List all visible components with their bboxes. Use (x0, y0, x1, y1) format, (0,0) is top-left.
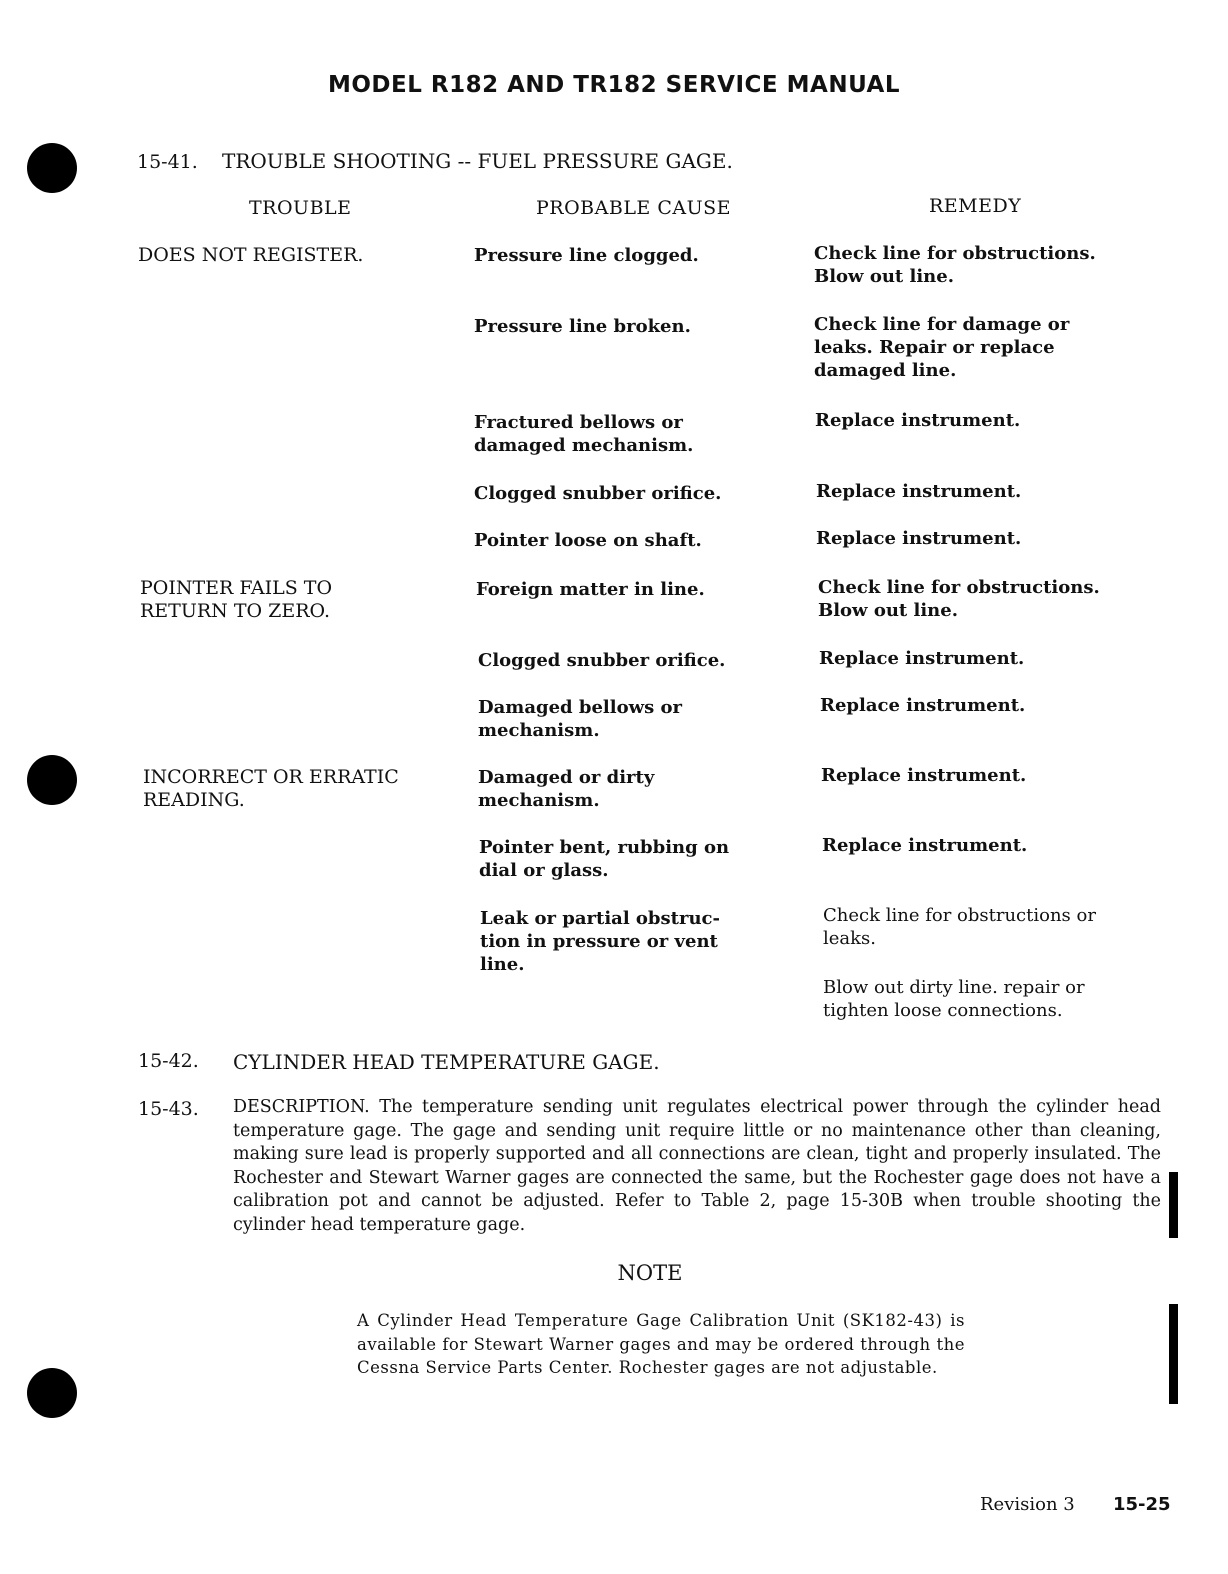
remedy-item: Replace instrument. (822, 835, 1028, 856)
cause-item: Pointer bent, rubbing on dial or glass. (479, 837, 730, 881)
remedy-item: Replace instrument. (819, 648, 1025, 669)
cause-item: Pressure line clogged. (474, 245, 699, 266)
cause-item: Pointer loose on shaft. (474, 530, 702, 551)
column-header-trouble: TROUBLE (249, 197, 352, 219)
footer-revision: Revision 3 (980, 1494, 1075, 1515)
remedy-item: Replace instrument. (821, 765, 1027, 786)
column-header-remedy: REMEDY (929, 195, 1022, 217)
remedy-item-extra: Blow out dirty line. repair or tighten loose connections. (823, 977, 1085, 1021)
cause-item: Clogged snubber orifice. (478, 650, 726, 671)
cause-item: Fractured bellows or damaged mechanism. (474, 412, 694, 456)
section-number-15-42: 15-42. (138, 1050, 199, 1072)
remedy-item: Check line for obstructions. Blow out line. (818, 577, 1100, 621)
note-title: NOTE (617, 1261, 683, 1285)
remedy-item: Replace instrument. (815, 410, 1021, 431)
remedy-item: Check line for obstructions or leaks. (823, 905, 1096, 949)
page-header-title: MODEL R182 AND TR182 SERVICE MANUAL (327, 72, 900, 98)
description-paragraph: DESCRIPTION. The temperature sending unit regulates electrical power through the cylinder head temperature gage. The gage and sending unit require little or no maintenance other than cleaning, making sure lead is properly supported and all connections are clean, tight and properly insulated. The Rochester and Stewart Warner gages are connected the same, but the Rochester gage does not have a calibration pot and cannot be adjusted. Refer to Table 2, page 15-30B when trouble shooting the cylinder head temperature gage. (233, 1097, 1161, 1235)
column-header-probable-cause: PROBABLE CAUSE (536, 197, 731, 219)
remedy-item: Check line for damage or leaks. Repair or replace damaged line. (814, 314, 1070, 381)
note-text: A Cylinder Head Temperature Gage Calibration Unit (SK182-43) is available for Stewart Warner gages and may be ordered through the Cessna Service Parts Center. Rochester gages are not adjustable. (357, 1311, 965, 1377)
section-number-15-41: 15-41. (137, 151, 198, 173)
cause-item: Pressure line broken. (474, 316, 691, 337)
trouble-incorrect-or-erratic-reading: INCORRECT OR ERRATIC READING. (143, 766, 399, 811)
binder-hole (27, 755, 77, 805)
cause-item: Damaged bellows or mechanism. (478, 697, 682, 741)
revision-bar (1169, 1304, 1178, 1404)
cause-item: Clogged snubber orifice. (474, 483, 722, 504)
trouble-does-not-register: DOES NOT REGISTER. (138, 244, 364, 266)
footer-page-number: 15-25 (1113, 1494, 1171, 1515)
cause-item: Foreign matter in line. (476, 579, 705, 600)
remedy-item: Replace instrument. (816, 481, 1022, 502)
binder-hole (27, 143, 77, 193)
section-number-15-43: 15-43. (138, 1098, 199, 1120)
trouble-pointer-fails-to-return: POINTER FAILS TO RETURN TO ZERO. (140, 577, 333, 622)
binder-hole (27, 1368, 77, 1418)
remedy-item: Replace instrument. (816, 528, 1022, 549)
remedy-item: Replace instrument. (820, 695, 1026, 716)
cause-item: Leak or partial obstruc-tion in pressure or vent line. (480, 908, 720, 975)
cause-item: Damaged or dirty mechanism. (478, 767, 655, 811)
revision-bar (1169, 1172, 1178, 1238)
remedy-item: Check line for obstructions. Blow out line. (814, 243, 1096, 287)
section-title-15-41: TROUBLE SHOOTING -- FUEL PRESSURE GAGE. (222, 149, 733, 173)
section-title-15-42: CYLINDER HEAD TEMPERATURE GAGE. (233, 1050, 660, 1074)
